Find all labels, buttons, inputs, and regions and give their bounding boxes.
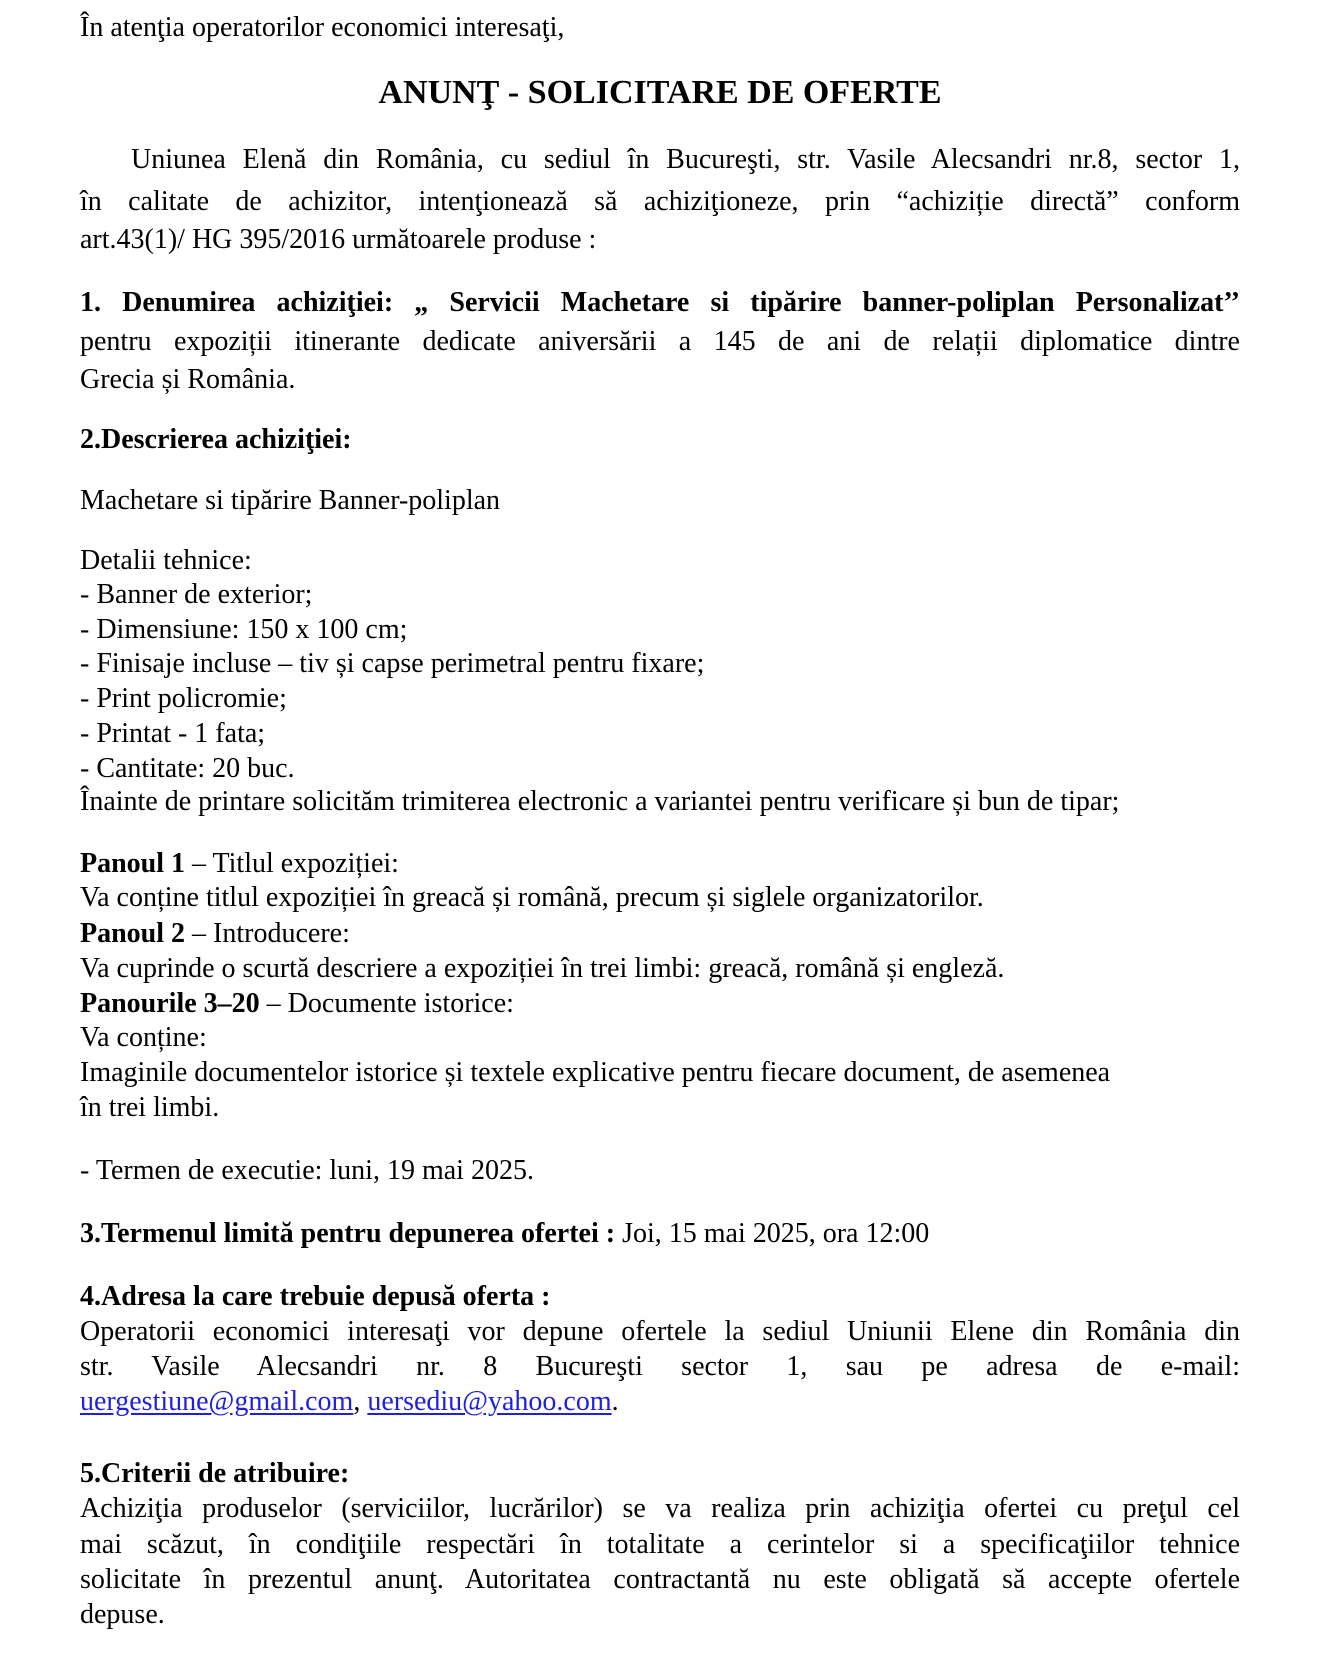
- detail-item: - Finisaje incluse – tiv și capse perimetral pentru fixare;: [80, 648, 705, 679]
- details-label: Detalii tehnice:: [80, 545, 252, 576]
- email-link-sediu[interactable]: uersediu@yahoo.com: [367, 1386, 612, 1417]
- email-line: uergestiune@gmail.com, uersediu@yahoo.com.: [80, 1386, 619, 1417]
- panel-2-text: Va cuprinde o scurtă descriere a expoziției în trei limbi: greacă, română și engleză.: [80, 953, 1005, 984]
- section5-line-3: solicitate în prezentul anunţ. Autoritatea contractantă nu este obligată să accepte ofertele: [80, 1564, 1240, 1595]
- email-link-gestiune[interactable]: uergestiune@gmail.com: [80, 1386, 354, 1417]
- section2-subtitle: Machetare si tipărire Banner-poliplan: [80, 485, 501, 516]
- panel-3-text-2: Imaginile documentelor istorice și textele explicative pentru fiecare document, de asemenea: [80, 1057, 1111, 1088]
- panel-1-heading: Panoul 1 – Titlul expoziției:: [80, 848, 399, 879]
- panel-3-text-3: în trei limbi.: [80, 1092, 220, 1123]
- section5-line-1: Achiziţia produselor (serviciilor, lucrărilor) se va realiza prin achiziţia ofertei cu preţul cel: [80, 1493, 1240, 1524]
- section5-line-2: mai scăzut, în condiţiile respectări în totalitate a cerintelor si a specificaţiilor tehnice: [80, 1529, 1240, 1560]
- detail-item: - Banner de exterior;: [80, 579, 313, 610]
- section4-line-2: str. Vasile Alecsandri nr. 8 Bucureşti sector 1, sau pe adresa de e-mail:: [80, 1351, 1240, 1382]
- panel-3-text-1: Va conține:: [80, 1022, 207, 1053]
- section1-line-3: Grecia și România.: [80, 364, 296, 395]
- intro-line-3: art.43(1)/ HG 395/2016 următoarele produse :: [80, 224, 597, 255]
- section5-heading: 5.Criterii de atribuire:: [80, 1458, 350, 1489]
- section1-line-2: pentru expoziții itinerante dedicate aniversării a 145 de ani de relații diplomatice dintre: [80, 326, 1240, 357]
- section4-heading: 4.Adresa la care trebuie depusă oferta :: [80, 1281, 551, 1312]
- detail-item: - Dimensiune: 150 x 100 cm;: [80, 614, 408, 645]
- panel-2-heading: Panoul 2 – Introducere:: [80, 918, 350, 949]
- panel-1-text: Va conține titlul expoziției în greacă și română, precum și siglele organizatorilor.: [80, 882, 984, 913]
- execution-deadline: - Termen de executie: luni, 19 mai 2025.: [80, 1155, 534, 1186]
- intro-line-2: în calitate de achizitor, intenţionează să achiziţioneze, prin “achiziție directă” conform: [80, 186, 1240, 217]
- greeting: În atenţia operatorilor economici interesaţi,: [80, 12, 565, 43]
- panel-3-heading: Panourile 3–20 – Documente istorice:: [80, 988, 514, 1019]
- detail-item: - Print policromie;: [80, 683, 287, 714]
- detail-item: - Cantitate: 20 buc.: [80, 753, 295, 784]
- intro-line-1: Uniunea Elenă din România, cu sediul în Bucureşti, str. Vasile Alecsandri nr.8, sector 1,: [131, 144, 1240, 175]
- section1-heading: 1. Denumirea achiziţiei: „ Servicii Machetare si tipărire banner-poliplan Personalizat’’: [80, 287, 1240, 318]
- section5-line-4: depuse.: [80, 1599, 165, 1630]
- page-title: ANUNŢ - SOLICITARE DE OFERTE: [378, 74, 942, 111]
- section2-heading: 2.Descrierea achiziţiei:: [80, 424, 352, 455]
- section4-line-1: Operatorii economici interesaţi vor depune ofertele la sediul Uniunii Elene din România din: [80, 1316, 1240, 1347]
- section3-line: 3.Termenul limită pentru depunerea ofertei : Joi, 15 mai 2025, ora 12:00: [80, 1218, 930, 1249]
- detail-item: - Printat - 1 fata;: [80, 718, 266, 749]
- print-note: Înainte de printare solicităm trimiterea electronic a variantei pentru verificare și bun de tipar;: [80, 786, 1120, 817]
